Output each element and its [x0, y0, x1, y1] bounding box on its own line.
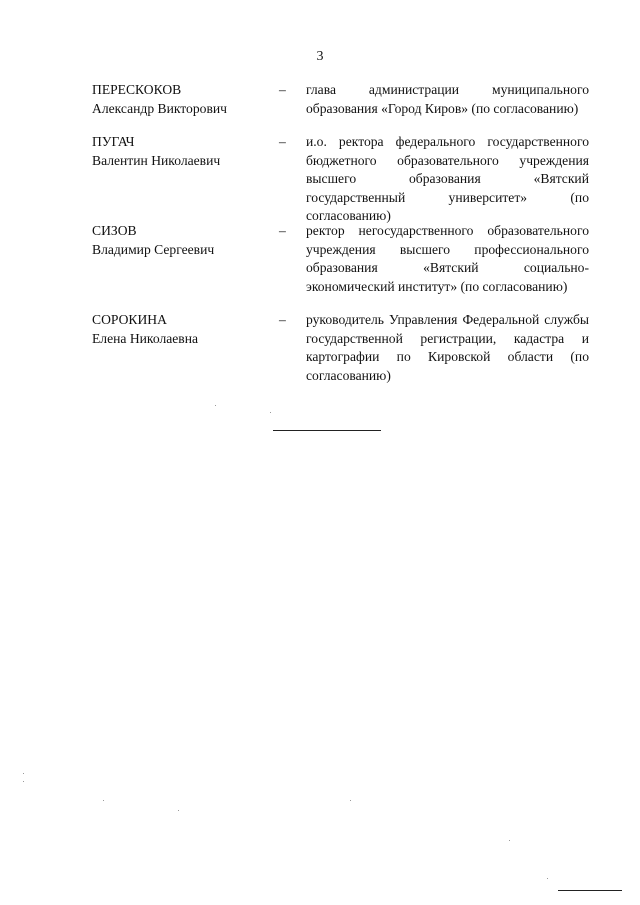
member-name: [92, 81, 272, 118]
member-given-names: Валентин Николаевич: [92, 152, 221, 168]
scan-speck: [215, 405, 216, 406]
member-role: глава администрации муниципального образования «Город Киров» (по согласованию): [306, 82, 589, 116]
scan-speck: [103, 800, 104, 801]
member-given-names: Елена Николаевна: [92, 330, 199, 346]
scan-speck: [547, 878, 548, 879]
scan-speck: [23, 781, 24, 782]
end-of-list-rule: [273, 430, 381, 431]
scan-speck: [509, 840, 510, 841]
member-surname: СОРОКИНА: [92, 312, 167, 327]
member-role: руководитель Управления Федеральной службы государственной регистрации, кадастра и картографии по Кировской области (по согласованию): [306, 312, 589, 383]
scan-speck: [350, 800, 351, 801]
member-surname: ПЕРЕСКОКОВ: [92, 82, 182, 97]
member-name: [92, 133, 272, 170]
separator-dash: –: [279, 134, 286, 149]
scan-speck: [178, 810, 179, 811]
separator-dash: –: [279, 312, 286, 327]
member-name: [92, 311, 272, 348]
member-name: [92, 222, 272, 259]
member-given-names: Александр Викторович: [92, 100, 227, 116]
separator-dash: –: [279, 82, 286, 97]
member-role: и.о. ректора федерального государственного бюджетного образовательного учреждения высшего образования «Вятский государственный университет» (по согласованию): [306, 134, 589, 223]
scan-speck: [23, 773, 24, 774]
member-role: ректор негосударственного образовательного учреждения высшего профессионального образования «Вятский социально-экономический институт» (по согласованию): [306, 223, 589, 294]
separator-dash: –: [279, 223, 286, 238]
member-given-names: Владимир Сергеевич: [92, 241, 215, 257]
page-number: 3: [316, 49, 324, 64]
member-surname: СИЗОВ: [92, 223, 137, 238]
scan-speck: [270, 412, 271, 413]
corner-scan-line: [558, 890, 622, 891]
member-surname: ПУГАЧ: [92, 134, 135, 149]
